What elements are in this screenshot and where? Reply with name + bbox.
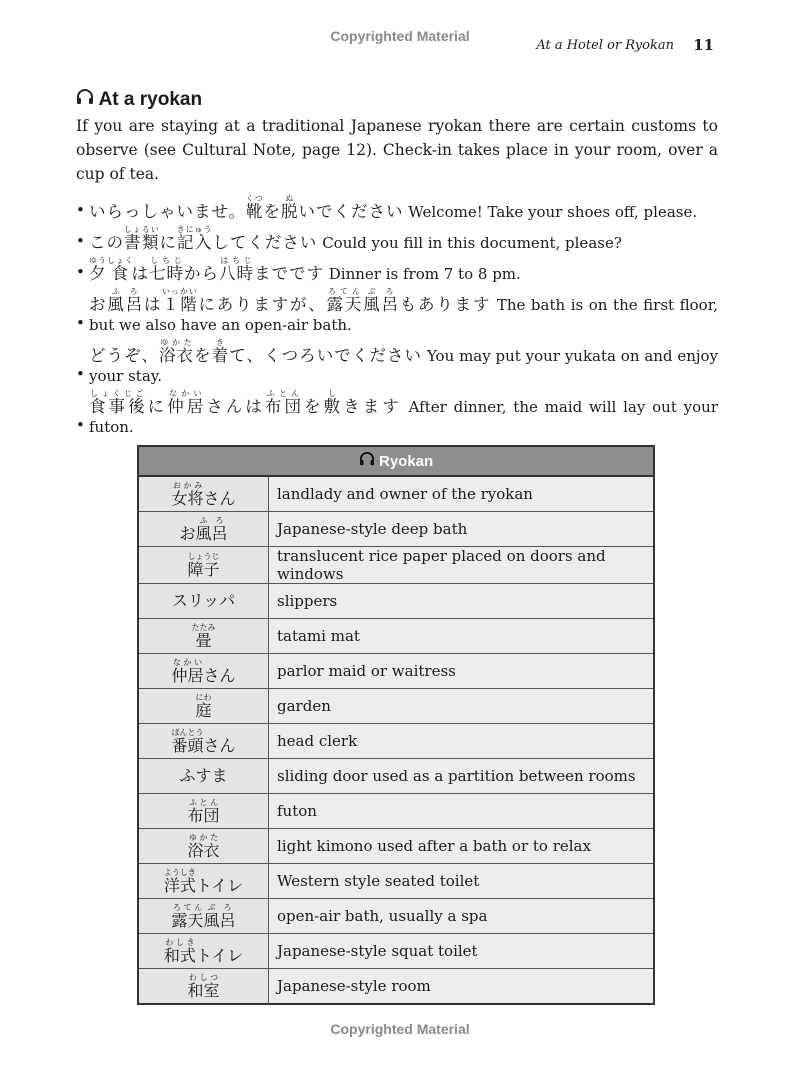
table-row [138,899,654,934]
term-english: translucent rice paper placed on doors and windows [269,547,655,584]
headphones-icon [76,89,99,110]
term-english: Japanese-style squat toilet [269,934,655,969]
table-row [138,689,654,724]
headphones-icon [359,453,375,470]
copyright-watermark-bottom: Copyrighted Material [330,1021,470,1037]
table-row [138,476,654,512]
table-row [138,619,654,654]
table-row [138,794,654,829]
table-row [138,724,654,759]
term-english: sliding door used as a partition between rooms [269,759,655,794]
phrase-english: After dinner, the maid will lay out your futon. [89,398,718,436]
phrase-english: The bath is on the first floor, but we also have an open-air bath. [89,296,718,334]
term-japanese: 仲居なかいさん [138,654,269,689]
intro-paragraph: If you are staying at a traditional Japanese ryokan there are certain customs to observe (see Cultural Note, page 12). Check-in takes place in your room, over a cup of tea. [76,117,718,183]
term-japanese: お風呂ふろ [138,512,269,547]
table-row [138,864,654,899]
term-japanese: ふすま [138,759,269,794]
phrase-item [76,256,718,284]
term-english: light kimono used after a bath or to relax [269,829,655,864]
table-title: Ryokan [378,453,434,470]
phrase-item [76,194,718,222]
table-header [138,446,654,476]
copyright-watermark-top: Copyrighted Material [330,28,470,44]
term-english: landlady and owner of the ryokan [269,476,655,512]
term-english: open-air bath, usually a spa [269,899,655,934]
term-english: Japanese-style room [269,969,655,1005]
section-heading [76,88,718,112]
term-japanese: 浴衣ゆかた [138,829,269,864]
term-english: tatami mat [269,619,655,654]
ryokan-vocab-table [137,445,655,1005]
table-row [138,584,654,619]
term-japanese: 布団ふとん [138,794,269,829]
term-japanese: 洋式ようしきトイレ [138,864,269,899]
table-row [138,934,654,969]
phrase-japanese: いらっしゃいませ。靴くつを脱ぬいでください [89,194,404,221]
phrase-japanese: この書類しょるいに記入きにゅうしてください [89,225,318,252]
term-japanese: 和室わしつ [138,969,269,1005]
term-japanese: 障子しょうじ [138,547,269,584]
table-row [138,512,654,547]
term-japanese: 畳たたみ [138,619,269,654]
term-english: Japanese-style deep bath [269,512,655,547]
term-japanese: 女将おかみさん [138,476,269,512]
table-row [138,969,654,1005]
phrase-japanese: お風呂ふろは１階いっかいにありますが、露天ろてん風呂ぶろもあります [89,287,492,314]
term-english: slippers [269,584,655,619]
term-english: head clerk [269,724,655,759]
term-japanese: 露天ろてん風呂ぶろ [138,899,269,934]
page-number: 11 [693,36,714,54]
term-english: futon [269,794,655,829]
term-japanese: 庭にわ [138,689,269,724]
table-row [138,829,654,864]
phrase-item [76,389,718,437]
phrase-list [76,194,718,437]
term-english: garden [269,689,655,724]
table-row [138,654,654,689]
phrase-japanese: どうぞ、浴衣ゆかたを着きて、くつろいでください [89,338,423,365]
phrase-item [76,338,718,386]
phrase-item [76,287,718,335]
phrase-english: Welcome! Take your shoes off, please. [408,203,698,221]
table-row [138,759,654,794]
term-english: Western style seated toilet [269,864,655,899]
term-japanese: スリッパ [138,584,269,619]
phrase-japanese: • 夕食ゆうしょくは七時しちじから八時はちじまでです [89,256,324,283]
term-english: parlor maid or waitress [269,654,655,689]
table-row [138,547,654,584]
running-head: At a Hotel or Ryokan [536,38,674,53]
phrase-english: You may put your yukata on and enjoy your stay. [89,347,719,385]
phrase-english: Could you fill in this document, please? [322,234,622,252]
phrase-japanese: • 食事後しょくじごに仲居なかいさんは布団ふとんを敷しきます [89,389,402,416]
term-japanese: 和式わしきトイレ [138,934,269,969]
term-japanese: 番頭ばんとうさん [138,724,269,759]
phrase-item [76,225,718,253]
phrase-english: Dinner is from 7 to 8 pm. [328,265,521,283]
section-title: At a ryokan [98,89,203,110]
